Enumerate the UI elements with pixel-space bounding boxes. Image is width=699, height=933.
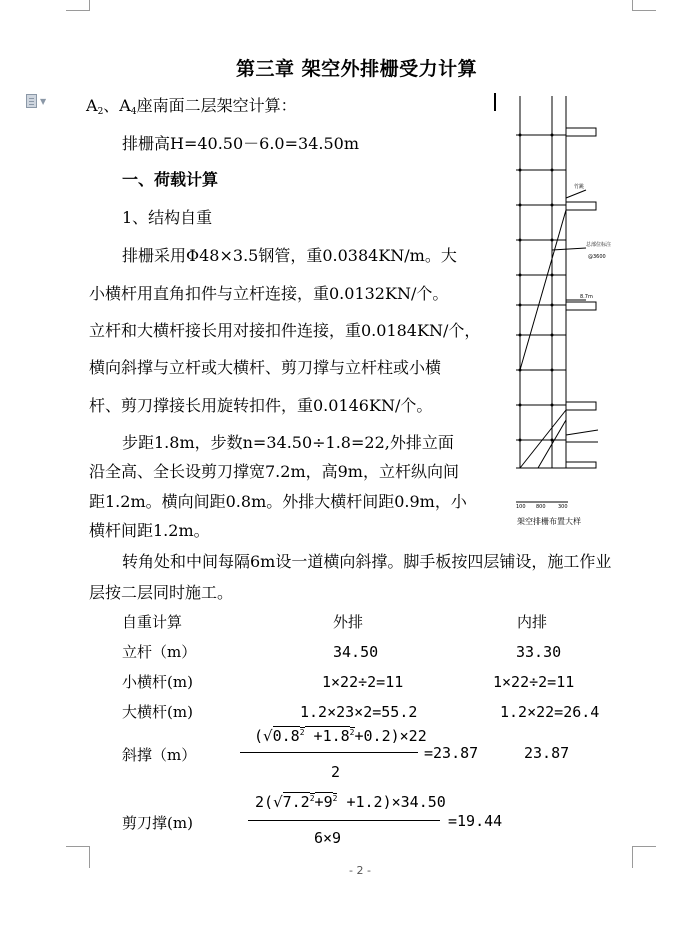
table-header-inner: 内排 [517, 613, 548, 631]
scale-label-c: 300 [558, 504, 568, 510]
diag-sup1: 2 [299, 728, 305, 737]
intro-a1: A [86, 96, 98, 115]
table-row-label: 大横杆(m) [122, 703, 193, 721]
figure-label-d: 8.7m [580, 294, 593, 300]
table-row-inner: 33.30 [516, 643, 562, 661]
scissor-num-pre: 2( [255, 793, 274, 811]
subheading-self-weight: 1、结构自重 [122, 208, 213, 227]
crop-mark-tl-v [89, 0, 90, 10]
crop-mark-bl-h [66, 846, 90, 847]
diag-numerator [254, 727, 427, 745]
scissor-num-sqrt: 7.2 [282, 793, 310, 811]
intro-sub1: 2 [97, 107, 104, 117]
page-icon [26, 94, 37, 108]
intro-sep: 、A [103, 96, 131, 115]
para2-line: 距1.2m。横向间距0.8m。外排大横杆间距0.9m，小 [89, 492, 467, 511]
sqrt-symbol: √ [273, 793, 283, 811]
diag-sup2: 2 [349, 728, 355, 737]
para2-line: 步距1.8m，步数n=34.50÷1.8=22,外排立面 [122, 433, 454, 452]
para1-line: 小横杆用直角扣件与立杆连接，重0.0132KN/个。 [89, 284, 449, 303]
table-row-outer: 34.50 [333, 643, 379, 661]
scissor-numerator [255, 793, 446, 811]
diag-inner: 23.87 [524, 744, 570, 762]
diag-num-pre: ( [254, 727, 264, 745]
crop-mark-tl-h [66, 10, 90, 11]
table-row-label: 立杆（m） [122, 643, 197, 661]
figure-caption: 架空排栅布置大样 [517, 517, 581, 526]
text-cursor [494, 93, 496, 111]
table-row-outer: 1×22÷2=11 [322, 673, 404, 691]
table-row-label: 小横杆(m) [122, 673, 193, 691]
para3-line: 转角处和中间每隔6m设一道横向斜撑。脚手板按四层铺设，施工作业 [122, 552, 612, 571]
scissor-num-mid2: +1.2)×34.50 [337, 793, 446, 811]
diag-fraction-bar [240, 752, 418, 753]
scissor-sup1: 2 [309, 794, 315, 803]
scissor-label: 剪刀撑(m) [122, 814, 193, 832]
diag-denominator: 2 [331, 763, 341, 781]
scissor-fraction-bar [248, 820, 440, 821]
table-row-outer: 1.2×23×2=55.2 [300, 703, 418, 721]
para1-line: 立杆和大横杆接长用对接扣件连接，重0.0184KN/个， [89, 321, 481, 340]
sqrt-symbol: √ [263, 727, 273, 745]
height-line: 排栅高H=40.50－6.0=34.50m [122, 134, 359, 153]
para2-line: 沿全高、全长设剪刀撑宽7.2m，高9m，立杆纵向间 [89, 462, 459, 481]
crop-mark-tr-h [632, 10, 656, 11]
table-row-inner: 1×22÷2=11 [493, 673, 575, 691]
heading-load-calc: 一、荷载计算 [122, 170, 219, 189]
scaffold-elevation-figure [508, 90, 638, 510]
crop-mark-br-h [632, 846, 656, 847]
figure-label-a: 总部位标注 [586, 242, 612, 248]
para1-line: 杆、剪刀撑接长用旋转扣件，重0.0146KN/个。 [89, 396, 433, 415]
chevron-down-icon: ▼ [40, 96, 47, 106]
scissor-result: =19.44 [448, 812, 503, 830]
crop-mark-tr-v [632, 0, 633, 10]
figure-label-c: 竹跳 [574, 184, 585, 190]
para3-line: 层按二层同时施工。 [89, 583, 234, 602]
section-intro [86, 93, 297, 117]
para1-line: 排栅采用Φ48×3.5钢管，重0.0384KN/m。大 [122, 246, 457, 265]
figure-label-b: @3600 [588, 254, 606, 260]
page-number: - 2 - [349, 864, 371, 877]
table-header-item: 自重计算 [122, 613, 183, 631]
para1-line: 横向斜撑与立杆或大横杆、剪刀撑与立杆柱或小横 [89, 358, 442, 377]
diag-num-mid2: +0.2)×22 [354, 727, 427, 745]
document-nav-icon[interactable] [26, 92, 56, 110]
intro-rest: 座南面二层架空计算： [136, 96, 297, 115]
diag-label: 斜撑（m） [122, 746, 197, 764]
diag-num-mid1: +1.8 [304, 727, 350, 745]
scissor-num-mid1: +9 [314, 793, 333, 811]
scale-label-b: 800 [536, 504, 546, 510]
table-row-inner: 1.2×22=26.4 [500, 703, 600, 721]
chapter-title: 第三章 架空外排栅受力计算 [236, 58, 478, 80]
scale-label-a: 100 [516, 504, 526, 510]
diag-result: =23.87 [424, 744, 479, 762]
crop-mark-br-v [632, 846, 633, 868]
scissor-denominator: 6×9 [314, 829, 342, 847]
scissor-sup2: 2 [332, 794, 338, 803]
table-header-outer: 外排 [333, 613, 364, 631]
intro-sub2: 4 [130, 107, 137, 117]
diag-num-sqrt: 0.8 [272, 727, 300, 745]
para2-line: 横杆间距1.2m。 [89, 521, 210, 540]
crop-mark-bl-v [89, 846, 90, 868]
